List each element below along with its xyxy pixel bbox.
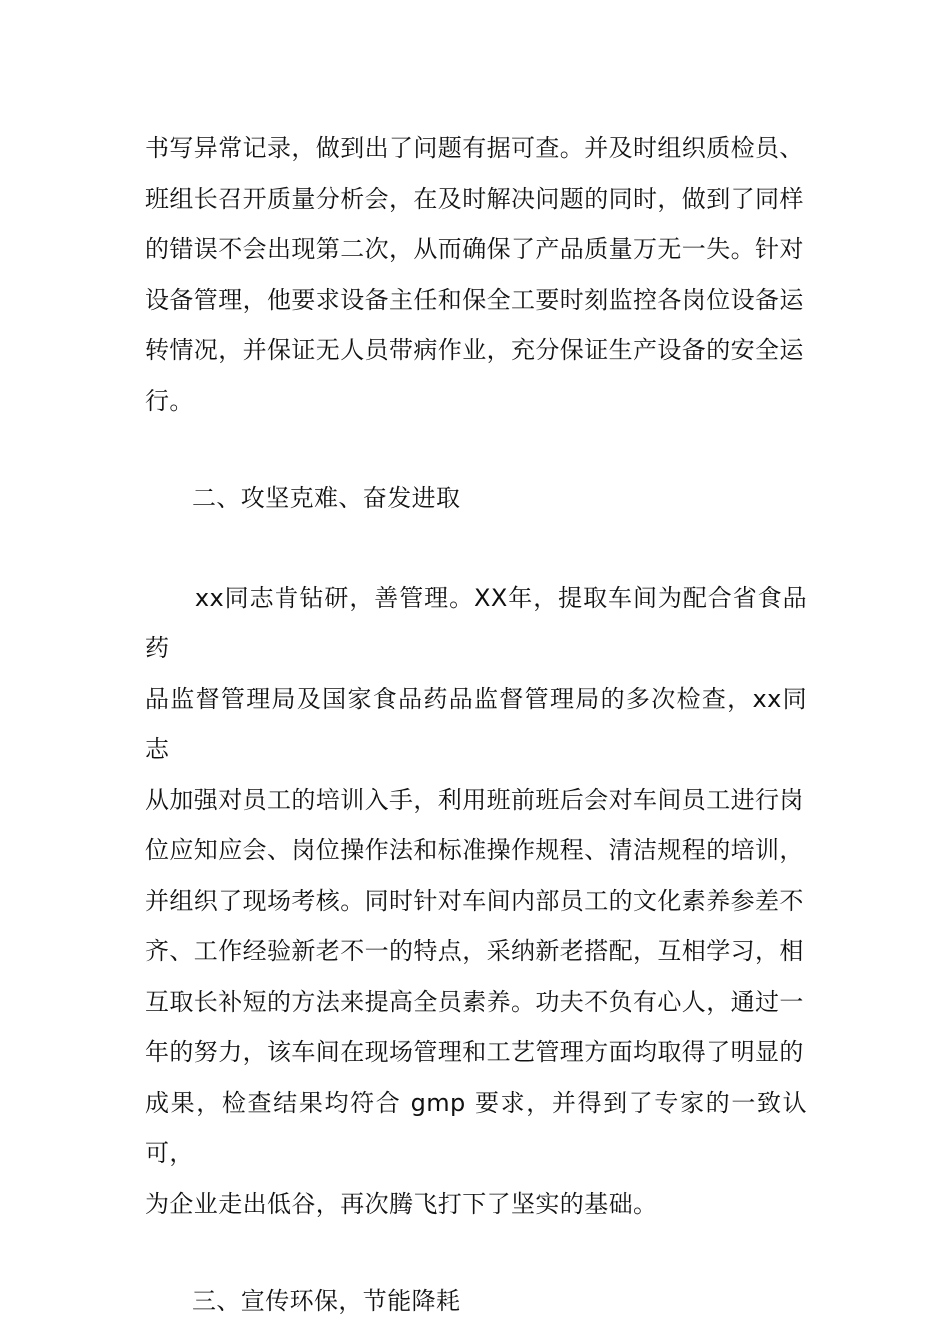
document-page (145, 123, 807, 1327)
section-heading-3: 三、宣传环保，节能降耗 (192, 1287, 461, 1315)
paragraph-spacer (145, 426, 807, 473)
paragraph-spacer (145, 524, 807, 573)
body-paragraph-2: xx同志肯钻研，善管理。XX年，提取车间为配合省食品药 品监督管理局及国家食品药品监督管理局的多次检查，xx同志 从加强对员工的培训入手，利用班前班后会对车间员工进行岗 位应知应会、岗位操作法和标准操作规程、清洁规程的培训， 并组织了现场考核。同时针对车间内部员工的文化素养参差不 齐、工作经验新老不一的特点，采纳新老搭配，互相学习，相 互取长补短的方法来提高全员素养。功夫不负有心人，通过一 年的努力，该车间在现场管理和工艺管理方面均取得了明显的 成果，检查结果均符合 gmp 要求，并得到了专家的一致认可， 为企业走出低谷，再次腾飞打下了坚实的基础。 (145, 583, 807, 1218)
section-heading-2: 二、攻坚克难、奋发进取 (192, 484, 461, 512)
body-paragraph-1: 书写异常记录，做到出了问题有据可查。并及时组织质检员、 班组长召开质量分析会，在及时解决问题的同时，做到了同样 的错误不会出现第二次，从而确保了产品质量万无一失。针对 设备管理，他要求设备主任和保全工要时刻监控各岗位设备运 转情况，并保证无人员带病作业，充分保证生产设备的安全运 行。 (145, 134, 804, 415)
paragraph-spacer (145, 1229, 807, 1276)
